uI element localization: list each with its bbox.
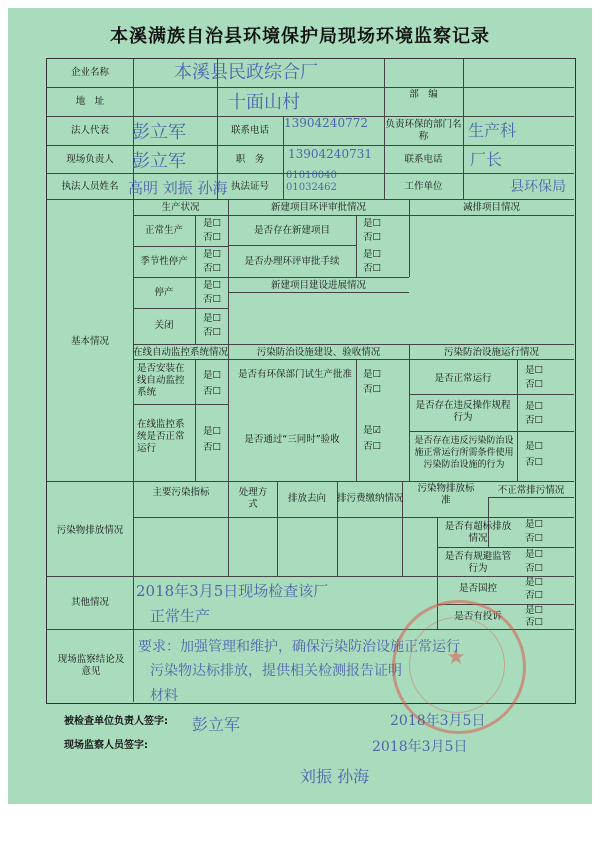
hw-other-2: 正常生产 — [150, 607, 211, 625]
checkbox-evade-yes[interactable]: 是☐ — [525, 549, 544, 560]
label-sig-inspector: 现场监察人员签字: — [64, 740, 148, 751]
label-complaint: 是否有投诉 — [454, 611, 502, 622]
hw-conclusion-3: 材料 — [150, 688, 178, 704]
label-standard: 污染物排放标准 — [417, 483, 475, 506]
label-abnormal: 不正常排污情况 — [497, 485, 565, 496]
hw-work-unit: 县环保局 — [510, 179, 566, 195]
label-online-monitor-status: 在线自动监控系统情况 — [133, 347, 229, 358]
checkbox-new-project-no[interactable]: 否☐ — [363, 232, 382, 243]
label-address: 地 址 — [75, 96, 105, 107]
label-work-unit: 工作单位 — [404, 181, 443, 192]
checkbox-installed-yes[interactable]: 是☐ — [203, 370, 222, 381]
label-site-lead: 现场负责人 — [66, 154, 114, 165]
label-over-standard: 是否有超标排放情况 — [444, 521, 512, 544]
label-three-simult: 是否通过“三同时”验收 — [244, 434, 340, 445]
label-reduction-projects: 减排项目情况 — [462, 202, 520, 213]
label-normal-prod: 正常生产 — [144, 225, 183, 236]
checkbox-complaint-no[interactable]: 否☐ — [525, 617, 544, 628]
label-contact-phone: 联系电话 — [230, 125, 269, 136]
checkbox-complaint-yes[interactable]: 是☐ — [525, 605, 544, 616]
label-normal-run: 是否正常运行 — [434, 373, 492, 384]
hw-conclusion-1: 要求：加强管理和维护，确保污染防治设施正常运行 — [138, 639, 460, 655]
checkbox-seasonal-no[interactable]: 否☐ — [203, 263, 222, 274]
label-trial-approval: 是否有环保部门试生产批准 — [237, 369, 352, 380]
checkbox-closed-yes[interactable]: 是☐ — [203, 313, 222, 324]
checkbox-eia-yes[interactable]: 是☐ — [363, 249, 382, 260]
hw-date-2: 2018年3月5日 — [372, 739, 468, 755]
checkbox-closed-no[interactable]: 否☐ — [203, 327, 222, 338]
hw-conclusion-2: 污染物达标排放，提供相关检测报告证明 — [150, 663, 402, 679]
checkbox-new-project-yes[interactable]: 是☐ — [363, 218, 382, 229]
checkbox-online-normal-no[interactable]: 否☐ — [203, 442, 222, 453]
label-online-normal: 在线监控系统是否正常运行 — [137, 419, 185, 454]
label-violation-conditions: 是否存在违反污染防治设施正常运行所需条件使用污染防治设施的行为 — [414, 436, 514, 470]
checkbox-online-normal-yes[interactable]: 是☐ — [203, 426, 222, 437]
checkbox-trial-yes[interactable]: 是☐ — [363, 369, 382, 380]
checkbox-eia-no[interactable]: 否☐ — [363, 263, 382, 274]
checkbox-evade-no[interactable]: 否☐ — [525, 563, 544, 574]
checkbox-violation-rules-yes[interactable]: 是☐ — [525, 401, 544, 412]
checkbox-installed-no[interactable]: 否☐ — [203, 386, 222, 397]
label-facility-build: 污染防治设施建设、验收情况 — [256, 347, 381, 358]
label-evade-monitor: 是否有规避监管行为 — [444, 551, 512, 574]
hw-date-1: 2018年3月5日 — [390, 713, 486, 729]
label-state-control: 是否国控 — [458, 583, 497, 594]
checkbox-normal-run-yes[interactable]: 是☐ — [525, 365, 544, 376]
checkbox-normal-run-no[interactable]: 否☐ — [525, 379, 544, 390]
label-sig-inspected: 被检查单位负责人签字: — [64, 716, 168, 727]
checkbox-stopped-yes[interactable]: 是☐ — [203, 280, 222, 291]
label-enforcer: 执法人员姓名 — [61, 181, 119, 192]
label-violation-rules: 是否存在违反操作规程行为 — [415, 400, 511, 423]
label-main-pollutant: 主要污染指标 — [152, 487, 210, 498]
checkbox-normal-prod-no[interactable]: 否☐ — [203, 232, 222, 243]
label-contact-phone-2: 联系电话 — [404, 154, 443, 165]
label-discharge-status: 污染物排放情况 — [56, 525, 124, 536]
label-closed: 关闭 — [154, 320, 174, 331]
label-conclusion: 现场监察结论及意见 — [57, 654, 125, 677]
label-stopped: 停产 — [154, 287, 174, 298]
checkbox-three-simult-no[interactable]: 否☐ — [363, 441, 382, 452]
hw-position-phone: 13904240731 — [288, 147, 372, 161]
form-title: 本溪满族自治县环境保护局现场环境监察记录 — [110, 26, 490, 47]
checkbox-trial-no[interactable]: 否☐ — [363, 384, 382, 395]
checkbox-over-standard-no[interactable]: 否☐ — [525, 533, 544, 544]
checkbox-seasonal-yes[interactable]: 是☐ — [203, 249, 222, 260]
label-new-project-progress: 新建项目建设进展情况 — [270, 280, 366, 291]
checkbox-state-control-no[interactable]: 否☐ — [525, 590, 544, 601]
hw-cert: 01010040 01032462 — [286, 170, 337, 193]
checkbox-stopped-no[interactable]: 否☐ — [203, 294, 222, 305]
hw-phone: 13904240772 — [284, 116, 368, 130]
checkbox-violation-rules-no[interactable]: 否☐ — [525, 415, 544, 426]
checkbox-three-simult-yes[interactable]: 是☑ — [363, 425, 382, 436]
label-new-project-eia: 新建项目环评审批情况 — [270, 202, 366, 213]
checkbox-violation-cond-yes[interactable]: 是☐ — [525, 441, 544, 452]
label-cert-no: 执法证号 — [230, 181, 269, 192]
label-is-new-project: 是否存在新建项目 — [253, 225, 330, 236]
label-prod-status: 生产状况 — [161, 202, 200, 213]
label-facility-run: 污染防治设施运行情况 — [443, 347, 539, 358]
label-destination: 排放去向 — [287, 493, 326, 504]
official-seal: ★ — [392, 600, 526, 734]
label-eia-approval: 是否办理环评审批手续 — [244, 256, 340, 267]
label-other: 其他情况 — [70, 597, 109, 608]
label-dept: 部 编 — [409, 89, 438, 100]
label-basic-info: 基本情况 — [70, 336, 109, 347]
label-position: 职 务 — [235, 154, 265, 165]
hw-company: 本溪县民政综合厂 — [174, 62, 318, 83]
hw-other: 2018年3月5日现场检查该厂 — [136, 582, 329, 600]
hw-enforcer: 高明 刘振 孙海 — [128, 179, 228, 197]
hw-address: 十面山村 — [228, 92, 300, 113]
label-online-installed: 是否安装在线自动监控系统 — [137, 363, 185, 398]
label-treatment: 处理方式 — [238, 487, 268, 510]
label-env-dept: 负责环保的部门名称 — [385, 119, 462, 142]
hw-phone2: 厂长 — [470, 150, 503, 169]
label-fee-status: 排污费缴纳情况 — [337, 493, 404, 504]
hw-legal-rep: 彭立军 — [132, 122, 186, 143]
checkbox-over-standard-yes[interactable]: 是☐ — [525, 519, 544, 530]
checkbox-violation-cond-no[interactable]: 否☐ — [525, 457, 544, 468]
hw-sig-inspected: 彭立军 — [192, 715, 241, 734]
label-legal-rep: 法人代表 — [70, 125, 109, 136]
hw-env-dept: 生产科 — [468, 121, 517, 140]
label-seasonal-stop: 季节性停产 — [140, 256, 188, 267]
checkbox-state-control-yes[interactable]: 是☐ — [525, 577, 544, 588]
hw-sig-inspectors: 刘振 孙海 — [300, 767, 370, 786]
checkbox-normal-prod-yes[interactable]: 是☐ — [203, 218, 222, 229]
hw-site-lead: 彭立军 — [132, 151, 186, 172]
label-company-name: 企业名称 — [70, 67, 109, 78]
